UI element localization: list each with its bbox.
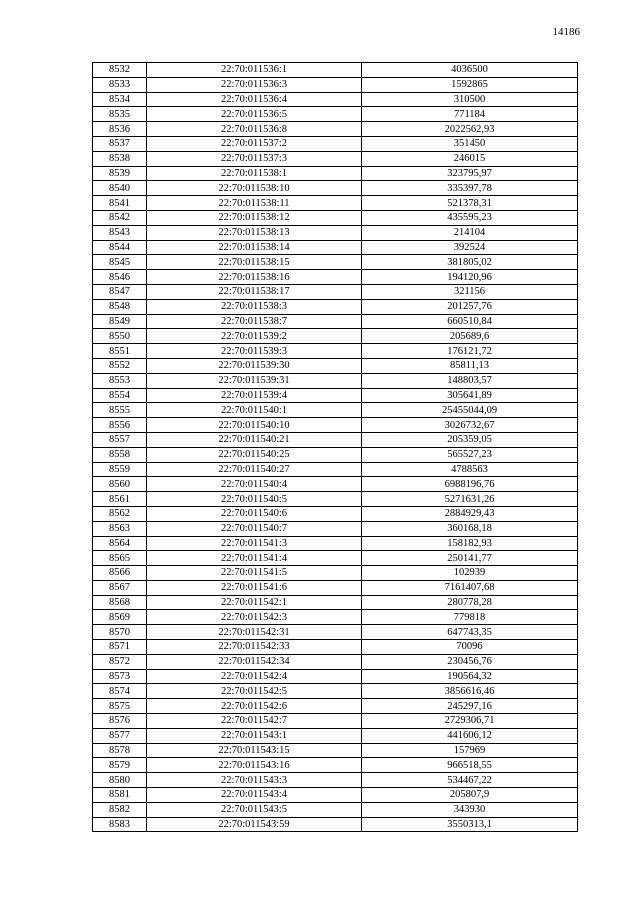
row-number-cell: 8561 xyxy=(93,492,147,507)
cadastral-number-cell: 22:70:011538:14 xyxy=(147,240,362,255)
cadastral-value-cell: 194120,96 xyxy=(362,270,578,285)
cadastral-number-cell: 22:70:011540:6 xyxy=(147,506,362,521)
cadastral-value-cell: 205359,05 xyxy=(362,432,578,447)
cadastral-value-cell: 102939 xyxy=(362,566,578,581)
cadastral-value-cell: 771184 xyxy=(362,107,578,122)
cadastral-value-cell: 441606,12 xyxy=(362,728,578,743)
row-number-cell: 8579 xyxy=(93,758,147,773)
cadastral-value-cell: 3026732,67 xyxy=(362,418,578,433)
cadastral-number-cell: 22:70:011538:3 xyxy=(147,299,362,314)
table-row xyxy=(93,373,578,388)
cadastral-number-cell: 22:70:011538:1 xyxy=(147,166,362,181)
row-number-cell: 8540 xyxy=(93,181,147,196)
cadastral-number-cell: 22:70:011542:1 xyxy=(147,595,362,610)
row-number-cell: 8551 xyxy=(93,344,147,359)
cadastral-number-cell: 22:70:011536:5 xyxy=(147,107,362,122)
cadastral-value-cell: 4036500 xyxy=(362,63,578,78)
row-number-cell: 8552 xyxy=(93,358,147,373)
cadastral-number-cell: 22:70:011538:7 xyxy=(147,314,362,329)
cadastral-value-cell: 2884929,43 xyxy=(362,506,578,521)
cadastral-number-cell: 22:70:011539:31 xyxy=(147,373,362,388)
cadastral-number-cell: 22:70:011542:33 xyxy=(147,640,362,655)
row-number-cell: 8558 xyxy=(93,447,147,462)
cadastral-value-cell: 230456,76 xyxy=(362,654,578,669)
cadastral-value-cell: 565527,23 xyxy=(362,447,578,462)
row-number-cell: 8544 xyxy=(93,240,147,255)
cadastral-number-cell: 22:70:011536:1 xyxy=(147,63,362,78)
table-row xyxy=(93,314,578,329)
cadastral-value-cell: 779818 xyxy=(362,610,578,625)
row-number-cell: 8550 xyxy=(93,329,147,344)
cadastral-value-cell: 176121,72 xyxy=(362,344,578,359)
table-row xyxy=(93,122,578,137)
table-row xyxy=(93,166,578,181)
cadastral-number-cell: 22:70:011543:3 xyxy=(147,773,362,788)
row-number-cell: 8533 xyxy=(93,77,147,92)
cadastral-value-cell: 647743,35 xyxy=(362,625,578,640)
cadastral-value-cell: 5271631,26 xyxy=(362,492,578,507)
cadastral-number-cell: 22:70:011543:16 xyxy=(147,758,362,773)
table-row xyxy=(93,284,578,299)
cadastral-value-cell: 85811,13 xyxy=(362,358,578,373)
cadastral-value-cell: 360168,18 xyxy=(362,521,578,536)
cadastral-number-cell: 22:70:011540:5 xyxy=(147,492,362,507)
table-row xyxy=(93,788,578,803)
cadastral-number-cell: 22:70:011539:3 xyxy=(147,344,362,359)
table-row xyxy=(93,136,578,151)
row-number-cell: 8560 xyxy=(93,477,147,492)
cadastral-value-cell: 534467,22 xyxy=(362,773,578,788)
cadastral-value-cell: 335397,78 xyxy=(362,181,578,196)
table-row xyxy=(93,640,578,655)
table-row xyxy=(93,625,578,640)
row-number-cell: 8580 xyxy=(93,773,147,788)
row-number-cell: 8572 xyxy=(93,654,147,669)
row-number-cell: 8568 xyxy=(93,595,147,610)
table-row xyxy=(93,240,578,255)
row-number-cell: 8564 xyxy=(93,536,147,551)
cadastral-number-cell: 22:70:011542:34 xyxy=(147,654,362,669)
table-row xyxy=(93,63,578,78)
cadastral-number-cell: 22:70:011538:17 xyxy=(147,284,362,299)
cadastral-number-cell: 22:70:011540:4 xyxy=(147,477,362,492)
cadastral-value-cell: 6988196,76 xyxy=(362,477,578,492)
cadastral-number-cell: 22:70:011538:10 xyxy=(147,181,362,196)
table-row xyxy=(93,610,578,625)
table-row xyxy=(93,802,578,817)
table-row xyxy=(93,580,578,595)
cadastral-value-cell: 245297,16 xyxy=(362,699,578,714)
table-row xyxy=(93,536,578,551)
cadastral-value-cell: 521378,31 xyxy=(362,196,578,211)
table-row xyxy=(93,403,578,418)
table-row xyxy=(93,817,578,832)
table-row xyxy=(93,521,578,536)
cadastral-number-cell: 22:70:011543:59 xyxy=(147,817,362,832)
table-row xyxy=(93,358,578,373)
row-number-cell: 8539 xyxy=(93,166,147,181)
table-row xyxy=(93,743,578,758)
row-number-cell: 8567 xyxy=(93,580,147,595)
cadastral-value-cell: 3856616,46 xyxy=(362,684,578,699)
row-number-cell: 8570 xyxy=(93,625,147,640)
cadastral-number-cell: 22:70:011540:7 xyxy=(147,521,362,536)
cadastral-number-cell: 22:70:011540:21 xyxy=(147,432,362,447)
cadastral-number-cell: 22:70:011539:2 xyxy=(147,329,362,344)
table-row xyxy=(93,107,578,122)
cadastral-number-cell: 22:70:011537:2 xyxy=(147,136,362,151)
cadastral-number-cell: 22:70:011541:3 xyxy=(147,536,362,551)
cadastral-value-cell: 7161407,68 xyxy=(362,580,578,595)
row-number-cell: 8543 xyxy=(93,225,147,240)
row-number-cell: 8571 xyxy=(93,640,147,655)
table-row xyxy=(93,329,578,344)
cadastral-number-cell: 22:70:011538:16 xyxy=(147,270,362,285)
cadastral-number-cell: 22:70:011540:27 xyxy=(147,462,362,477)
row-number-cell: 8575 xyxy=(93,699,147,714)
cadastral-number-cell: 22:70:011542:5 xyxy=(147,684,362,699)
cadastral-value-cell: 190564,32 xyxy=(362,669,578,684)
cadastral-number-cell: 22:70:011542:4 xyxy=(147,669,362,684)
cadastral-value-cell: 250141,77 xyxy=(362,551,578,566)
table-row xyxy=(93,551,578,566)
row-number-cell: 8545 xyxy=(93,255,147,270)
cadastral-number-cell: 22:70:011538:12 xyxy=(147,210,362,225)
row-number-cell: 8541 xyxy=(93,196,147,211)
table-row xyxy=(93,728,578,743)
row-number-cell: 8583 xyxy=(93,817,147,832)
cadastral-number-cell: 22:70:011541:6 xyxy=(147,580,362,595)
cadastral-number-cell: 22:70:011539:4 xyxy=(147,388,362,403)
row-number-cell: 8538 xyxy=(93,151,147,166)
cadastral-value-cell: 321156 xyxy=(362,284,578,299)
table-row xyxy=(93,462,578,477)
cadastral-value-cell: 2729306,71 xyxy=(362,714,578,729)
cadastral-number-cell: 22:70:011540:1 xyxy=(147,403,362,418)
row-number-cell: 8555 xyxy=(93,403,147,418)
row-number-cell: 8576 xyxy=(93,714,147,729)
row-number-cell: 8534 xyxy=(93,92,147,107)
row-number-cell: 8532 xyxy=(93,63,147,78)
table-row xyxy=(93,92,578,107)
table-row xyxy=(93,388,578,403)
row-number-cell: 8582 xyxy=(93,802,147,817)
table-row xyxy=(93,773,578,788)
row-number-cell: 8578 xyxy=(93,743,147,758)
cadastral-value-cell: 4788563 xyxy=(362,462,578,477)
cadastral-value-cell: 2022562,93 xyxy=(362,122,578,137)
cadastral-number-cell: 22:70:011540:25 xyxy=(147,447,362,462)
cadastral-value-cell: 158182,93 xyxy=(362,536,578,551)
table-row xyxy=(93,418,578,433)
table-row xyxy=(93,432,578,447)
cadastral-number-cell: 22:70:011538:15 xyxy=(147,255,362,270)
cadastral-value-cell: 351450 xyxy=(362,136,578,151)
cadastral-value-cell: 246015 xyxy=(362,151,578,166)
row-number-cell: 8546 xyxy=(93,270,147,285)
cadastral-number-cell: 22:70:011543:4 xyxy=(147,788,362,803)
row-number-cell: 8553 xyxy=(93,373,147,388)
table-row xyxy=(93,255,578,270)
row-number-cell: 8547 xyxy=(93,284,147,299)
cadastral-value-cell: 70096 xyxy=(362,640,578,655)
cadastral-value-cell: 205689,6 xyxy=(362,329,578,344)
row-number-cell: 8569 xyxy=(93,610,147,625)
table-row xyxy=(93,196,578,211)
cadastral-value-cell: 305641,89 xyxy=(362,388,578,403)
cadastral-value-cell: 205807,9 xyxy=(362,788,578,803)
table-row xyxy=(93,566,578,581)
cadastral-value-cell: 157969 xyxy=(362,743,578,758)
cadastral-value-cell: 25455044,09 xyxy=(362,403,578,418)
table-row xyxy=(93,595,578,610)
cadastral-number-cell: 22:70:011543:1 xyxy=(147,728,362,743)
cadastral-value-table xyxy=(92,62,578,832)
row-number-cell: 8557 xyxy=(93,432,147,447)
table-row xyxy=(93,492,578,507)
row-number-cell: 8535 xyxy=(93,107,147,122)
table-row xyxy=(93,344,578,359)
cadastral-number-cell: 22:70:011538:13 xyxy=(147,225,362,240)
table-row xyxy=(93,447,578,462)
table-row xyxy=(93,181,578,196)
row-number-cell: 8554 xyxy=(93,388,147,403)
row-number-cell: 8556 xyxy=(93,418,147,433)
cadastral-value-cell: 381805,02 xyxy=(362,255,578,270)
cadastral-number-cell: 22:70:011539:30 xyxy=(147,358,362,373)
cadastral-number-cell: 22:70:011536:8 xyxy=(147,122,362,137)
cadastral-value-cell: 280778,28 xyxy=(362,595,578,610)
cadastral-value-cell: 310500 xyxy=(362,92,578,107)
row-number-cell: 8577 xyxy=(93,728,147,743)
cadastral-number-cell: 22:70:011543:15 xyxy=(147,743,362,758)
cadastral-number-cell: 22:70:011542:31 xyxy=(147,625,362,640)
cadastral-value-cell: 323795,97 xyxy=(362,166,578,181)
row-number-cell: 8562 xyxy=(93,506,147,521)
table-row xyxy=(93,299,578,314)
cadastral-value-cell: 392524 xyxy=(362,240,578,255)
cadastral-number-cell: 22:70:011543:5 xyxy=(147,802,362,817)
cadastral-number-cell: 22:70:011537:3 xyxy=(147,151,362,166)
cadastral-number-cell: 22:70:011540:10 xyxy=(147,418,362,433)
cadastral-value-cell: 214104 xyxy=(362,225,578,240)
row-number-cell: 8559 xyxy=(93,462,147,477)
row-number-cell: 8548 xyxy=(93,299,147,314)
cadastral-value-cell: 148803,57 xyxy=(362,373,578,388)
cadastral-number-cell: 22:70:011541:5 xyxy=(147,566,362,581)
cadastral-number-cell: 22:70:011542:3 xyxy=(147,610,362,625)
table-row xyxy=(93,77,578,92)
row-number-cell: 8549 xyxy=(93,314,147,329)
cadastral-number-cell: 22:70:011542:7 xyxy=(147,714,362,729)
row-number-cell: 8542 xyxy=(93,210,147,225)
table-row xyxy=(93,654,578,669)
table-row xyxy=(93,477,578,492)
cadastral-number-cell: 22:70:011541:4 xyxy=(147,551,362,566)
table-row xyxy=(93,210,578,225)
table-row xyxy=(93,714,578,729)
cadastral-value-cell: 343930 xyxy=(362,802,578,817)
row-number-cell: 8565 xyxy=(93,551,147,566)
table-row xyxy=(93,758,578,773)
cadastral-value-cell: 435595,23 xyxy=(362,210,578,225)
cadastral-number-cell: 22:70:011536:3 xyxy=(147,77,362,92)
cadastral-value-cell: 1592865 xyxy=(362,77,578,92)
table-row xyxy=(93,699,578,714)
cadastral-number-cell: 22:70:011538:11 xyxy=(147,196,362,211)
cadastral-value-cell: 201257,76 xyxy=(362,299,578,314)
row-number-cell: 8537 xyxy=(93,136,147,151)
table-row xyxy=(93,506,578,521)
page-number: 14186 xyxy=(552,26,580,38)
table-body xyxy=(93,63,578,832)
table-row xyxy=(93,684,578,699)
cadastral-number-cell: 22:70:011542:6 xyxy=(147,699,362,714)
row-number-cell: 8573 xyxy=(93,669,147,684)
table-row xyxy=(93,225,578,240)
row-number-cell: 8563 xyxy=(93,521,147,536)
row-number-cell: 8536 xyxy=(93,122,147,137)
cadastral-value-cell: 966518,55 xyxy=(362,758,578,773)
table-row xyxy=(93,669,578,684)
cadastral-number-cell: 22:70:011536:4 xyxy=(147,92,362,107)
cadastral-value-cell: 3550313,1 xyxy=(362,817,578,832)
row-number-cell: 8574 xyxy=(93,684,147,699)
row-number-cell: 8581 xyxy=(93,788,147,803)
table-row xyxy=(93,151,578,166)
table-row xyxy=(93,270,578,285)
cadastral-value-cell: 660510,84 xyxy=(362,314,578,329)
row-number-cell: 8566 xyxy=(93,566,147,581)
